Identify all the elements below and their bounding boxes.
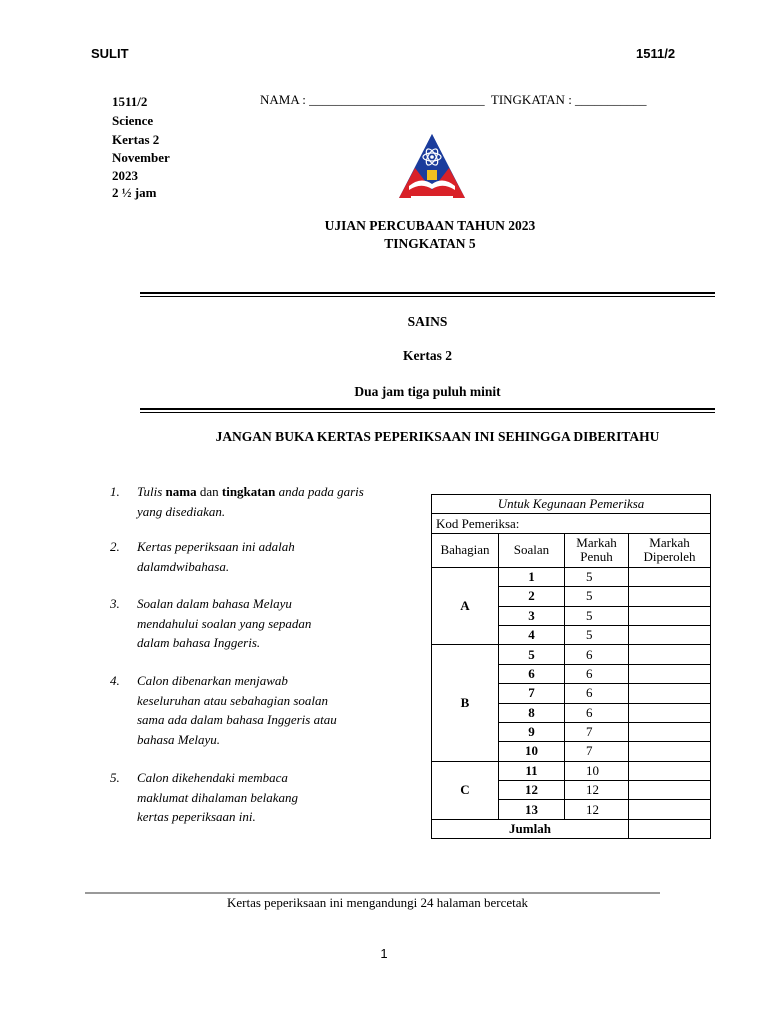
marks-obtained-cell[interactable] [629,781,711,800]
question-number: 2 [499,587,565,606]
meta-duration: 2 ½ jam [112,185,157,200]
marks-obtained-cell[interactable] [629,567,711,586]
examiner-marks-table [431,494,711,839]
warning-text: JANGAN BUKA KERTAS PEPERIKSAAN INI SEHINGGA DIBERITAHU [215,429,660,444]
marks-obtained-cell[interactable] [629,684,711,703]
marks-obtained-cell[interactable] [629,742,711,761]
instruction-text: Calon dibenarkan menjawab keseluruhan atau sebahagian soalan sama ada dalam bahasa Inggeris atau bahasa Melayu. [137,673,337,747]
question-number: 13 [499,800,565,819]
instruction-number: 5. [110,770,120,785]
instruction-part-bold: tingkatan [221,484,276,499]
paper-subject: SAINS [407,314,448,329]
instruction-text: Soalan dalam bahasa Melayu mendahului soalan yang sepadan dalam bahasa Inggeris. [137,596,312,650]
col-marks-obtained [629,533,711,567]
meta-year: 2023 [112,168,138,183]
col-full-marks-line2: Penuh [580,549,613,565]
paper-duration: Dua jam tiga puluh minit [354,384,501,399]
full-marks: 10 [565,761,629,780]
question-number: 12 [499,781,565,800]
instruction-number: 1. [110,484,120,499]
question-number: 5 [499,645,565,664]
marks-obtained-cell[interactable] [629,703,711,722]
question-number: 11 [499,761,565,780]
section-label: A [432,567,499,645]
instruction-number: 4. [110,673,120,688]
meta-paper: Kertas 2 [112,132,160,147]
question-number: 9 [499,722,565,741]
question-number: 4 [499,625,565,644]
question-number: 1 [499,567,565,586]
footer-rule [85,892,660,894]
section-label: B [432,645,499,761]
full-marks: 5 [565,567,629,586]
instruction-part: dan [196,484,222,499]
table-row [432,567,711,586]
paper-number: Kertas 2 [402,348,453,363]
col-marks-obtained-line2: Diperoleh [643,549,696,565]
instruction-text: Kertas peperiksaan ini adalah dalamdwibahasa. [137,539,295,574]
double-rule-bottom [140,408,715,413]
marks-obtained-cell[interactable] [629,800,711,819]
instruction-part: anda pada garis yang disediakan. [137,484,364,519]
instruction-number: 2. [110,539,120,554]
full-marks: 6 [565,703,629,722]
full-marks: 12 [565,800,629,819]
question-number: 3 [499,606,565,625]
marks-obtained-cell[interactable] [629,625,711,644]
full-marks: 7 [565,742,629,761]
paper-meta [112,92,202,201]
table-row [432,645,711,664]
page-count-note: Kertas peperiksaan ini mengandungi 24 halaman bercetak [226,895,529,910]
col-marks-obtained-line1: Markah [649,535,690,551]
marks-obtained-cell[interactable] [629,606,711,625]
table-title: Untuk Kegunaan Pemeriksa [432,495,711,514]
page-number: 1 [380,946,388,961]
marks-obtained-cell[interactable] [629,645,711,664]
header-paper-code: 1511/2 [636,46,676,61]
question-number: 10 [499,742,565,761]
name-field[interactable]: NAMA : ___________________________ [260,92,485,107]
meta-subject: Science [112,113,154,128]
question-number: 8 [499,703,565,722]
student-fields [260,92,647,108]
marks-obtained-cell[interactable] [629,761,711,780]
full-marks: 5 [565,587,629,606]
table-row [432,761,711,780]
exam-title: UJIAN PERCUBAAN TAHUN 2023 [324,218,536,233]
full-marks: 12 [565,781,629,800]
marks-obtained-cell[interactable] [629,722,711,741]
total-marks-cell[interactable] [629,819,711,838]
instruction-text: Calon dikehendaki membaca maklumat dihalaman belakang kertas peperiksaan ini. [137,770,299,824]
col-section: Bahagian [432,533,499,567]
full-marks: 5 [565,625,629,644]
full-marks: 7 [565,722,629,741]
instruction-number: 3. [110,596,120,611]
examiner-code: Kod Pemeriksa: [432,514,711,533]
full-marks: 6 [565,684,629,703]
section-label: C [432,761,499,819]
instruction-part: Tulis [137,484,166,499]
header-sulit: SULIT [91,46,129,61]
full-marks: 6 [565,645,629,664]
full-marks: 5 [565,606,629,625]
marks-obtained-cell[interactable] [629,664,711,683]
col-question: Soalan [499,533,565,567]
full-marks: 6 [565,664,629,683]
exam-form: TINGKATAN 5 [384,236,476,251]
form-field[interactable]: TINGKATAN : ___________ [490,92,647,107]
meta-code: 1511/2 [112,94,148,109]
col-full-marks-line1: Markah [576,535,617,551]
double-rule-top [140,292,715,297]
question-number: 6 [499,664,565,683]
total-label: Jumlah [432,819,629,838]
meta-month: November [112,150,170,165]
instruction-text [137,482,377,521]
instruction-part-bold: nama [165,484,197,499]
marks-obtained-cell[interactable] [629,587,711,606]
total-row [432,819,711,838]
question-number: 7 [499,684,565,703]
school-crest-icon [395,132,469,204]
col-full-marks [565,533,629,567]
